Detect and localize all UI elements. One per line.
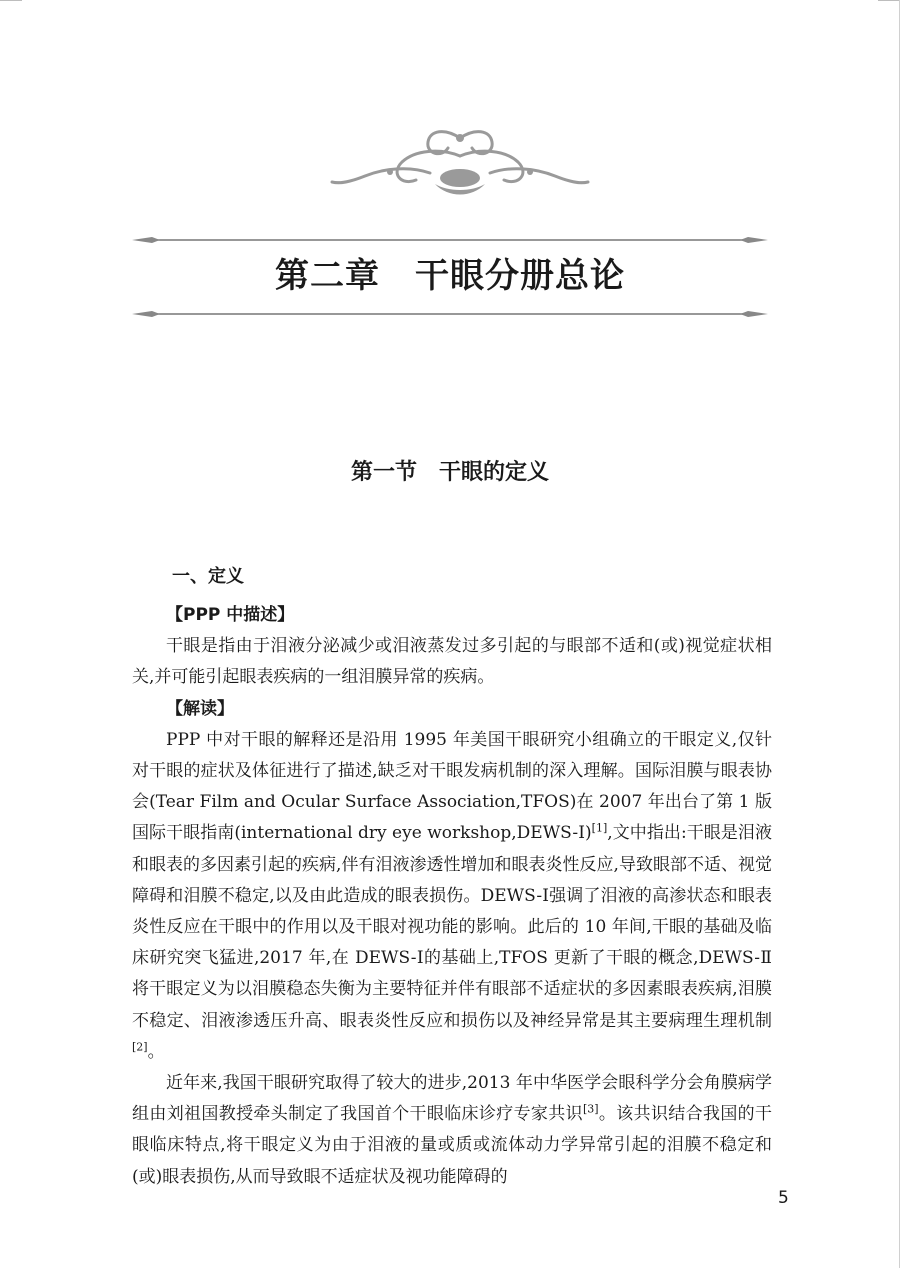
para2-part1: 近年来,我国干眼研究取得了较大的进步,2013 年中华医学会眼科学分会角膜病学组由刘祖国教授牵头制定了我国首个干眼临床诊疗专家共识 <box>132 1073 772 1125</box>
title-rule-bottom <box>132 306 768 322</box>
ppp-paragraph: 干眼是指由于泪液分泌减少或泪液蒸发过多引起的与眼部不适和(或)视觉症状相关,并可能引起眼表疾病的一组泪膜异常的疾病。 <box>132 636 772 688</box>
reference-1: [1] <box>591 821 608 835</box>
china-consensus-paragraph <box>132 1068 772 1193</box>
para1-part2: ,文中指出:干眼是泪液和眼表的多因素引起的疾病,伴有泪液渗透性增加和眼表炎性反应,导致眼部不适、视觉障碍和泪膜不稳定,以及由此造成的眼表损伤。DEWS-Ⅰ强调了泪液的高渗状态和眼表炎性反应在干眼中的作用以及干眼对视功能的影响。此后的 10 年间,干眼的基础及临床研究突飞猛进,2017 年,在 DEWS-Ⅰ的基础上,TFOS 更新了干眼的概念,DEWS-Ⅱ将干眼定义为以泪膜稳态失衡为主要特征并伴有眼部不适症状的多因素眼表疾病,泪膜不稳定、泪液渗透压升高、眼表炎性反应和损伤以及神经异常是其主要病理生理机制 <box>132 823 772 1031</box>
crop-mark-top-right <box>878 0 900 1</box>
reference-2: [2] <box>132 1040 148 1054</box>
para1-part3: 。 <box>147 1041 165 1062</box>
crop-mark-top-left <box>0 0 22 1</box>
para1-part1: PPP 中对干眼的解释还是沿用 1995 年美国干眼研究小组确立的干眼定义,仅针对干眼的症状及体征进行了描述,缺乏对干眼发病机制的深入理解。国际泪膜与眼表协会(Tear Film and Ocular Surface Association,TFOS)在 2007 年出台了第 1 版国际干眼指南(international dry eye workshop,DEWS-Ⅰ) <box>132 729 772 844</box>
subsection-heading: 一、定义 <box>172 566 244 587</box>
ppp-tag: 【PPP 中描述】 <box>166 605 295 625</box>
title-rule-top <box>132 232 768 248</box>
page-number: 5 <box>778 1188 789 1208</box>
para2-part2: 。该共识结合我国的干眼临床特点,将干眼定义为由于泪液的量或质或流体动力学异常引起的泪膜不稳定和(或)眼表损伤,从而导致眼不适症状及视功能障碍的 <box>132 1104 773 1187</box>
section-title: 第一节 干眼的定义 <box>350 460 549 485</box>
chapter-title: 第二章 干眼分册总论 <box>275 256 625 296</box>
interpret-tag: 【解读】 <box>166 698 234 719</box>
interpretation-paragraph <box>132 725 772 1068</box>
scroll-ornament <box>330 118 590 208</box>
body-text <box>132 600 772 1193</box>
reference-3: [3] <box>582 1102 599 1116</box>
